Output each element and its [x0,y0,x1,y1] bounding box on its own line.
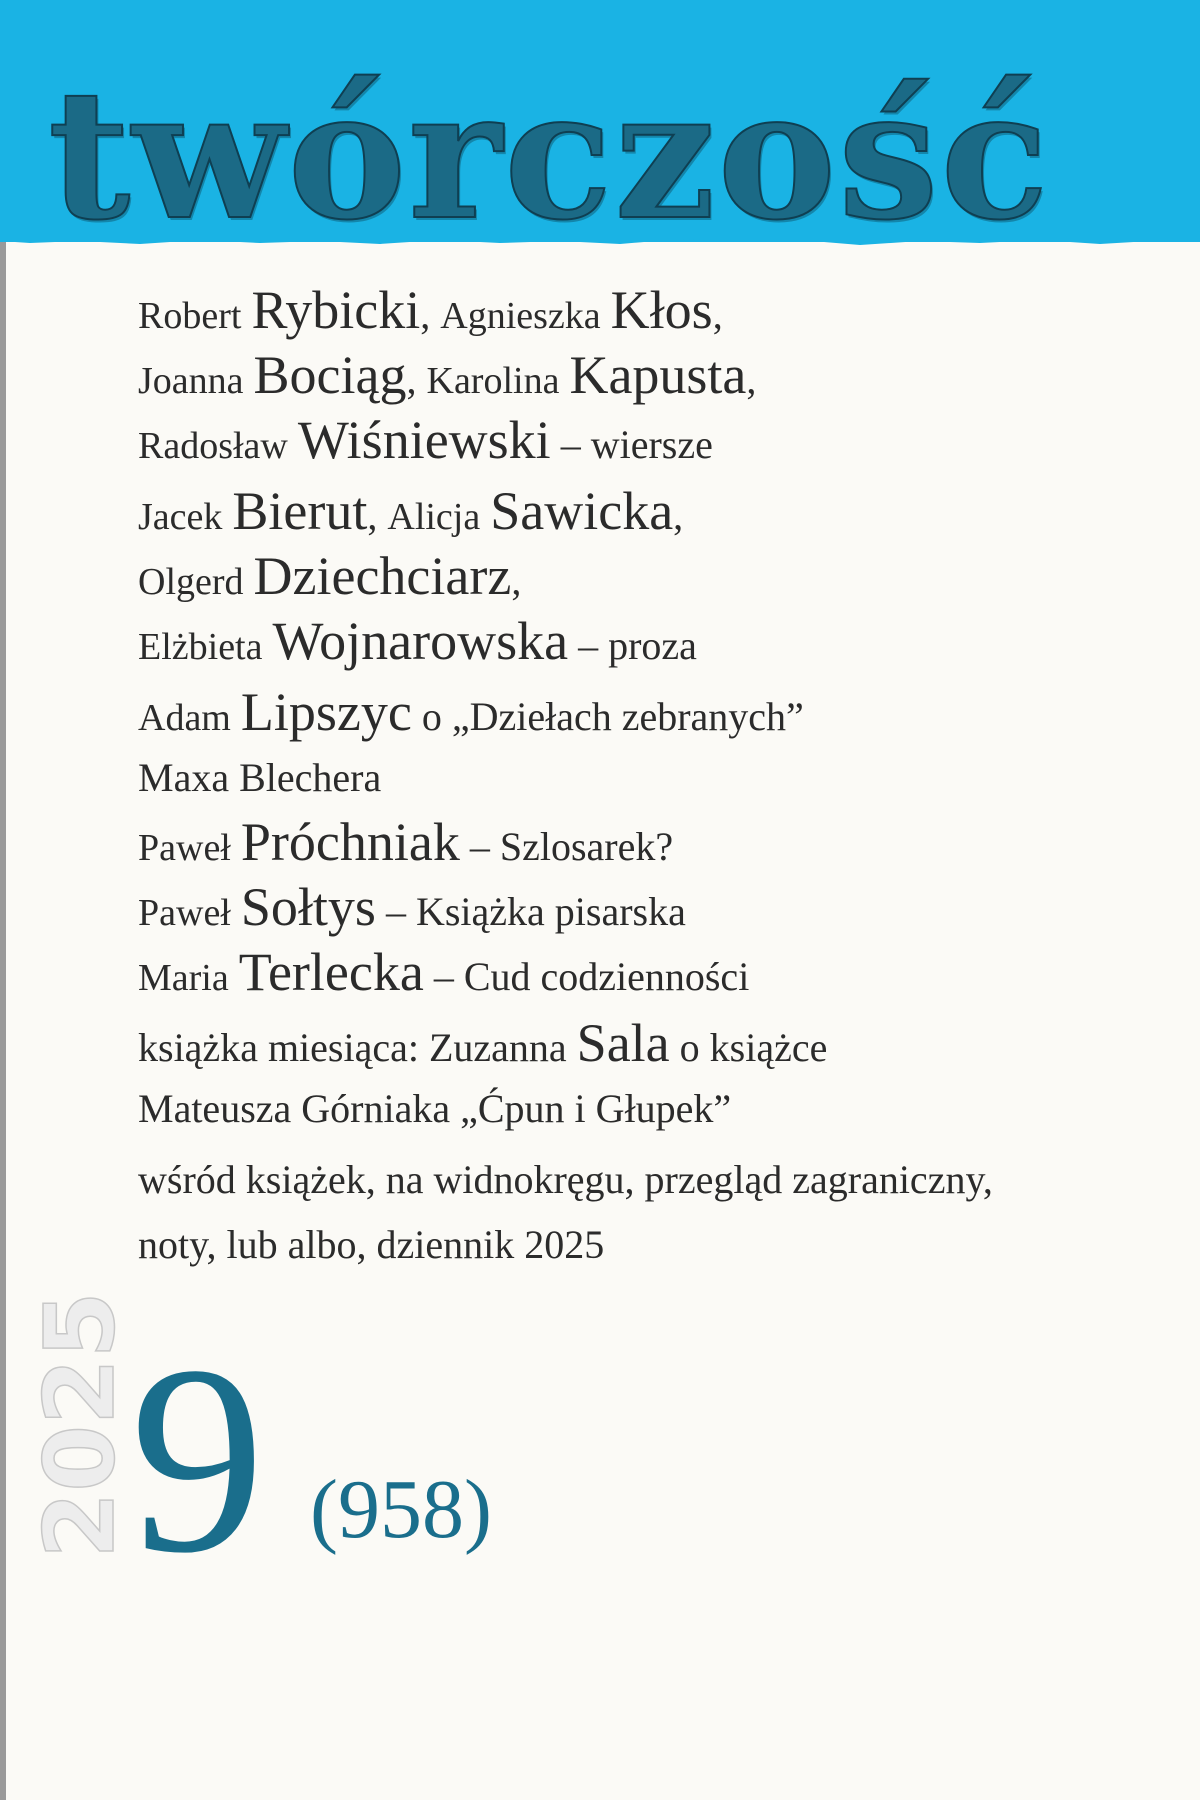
contents-line [138,680,1138,745]
sections-list: wśród książek, na widnokręgu, przegląd zagraniczny, [138,1157,993,1202]
article-title: – Książka pisarska [375,889,686,934]
contents-line [138,479,1138,544]
contents-line [138,745,1138,810]
author-last-name: Bierut [232,481,368,541]
author-first-name: Paweł [138,827,231,869]
author-last-name: Wiśniewski [297,410,551,470]
table-of-contents [138,278,1138,1283]
author-first-name: Maria [138,957,229,999]
issue-year: 2025 [24,1291,136,1559]
author-first-name: Radosław [138,425,288,467]
author-first-name: Joanna [138,360,244,402]
author-first-name: Elżbieta [138,626,263,668]
author-last-name: Sawicka [490,481,674,541]
sections-group [138,1147,1138,1277]
article-title: – Cud codzienności [423,954,750,999]
author-last-name: Wojnarowska [272,611,569,671]
separator: , [673,493,684,538]
author-first-name: Olgerd [138,561,244,603]
author-last-name: Terlecka [238,942,424,1002]
author-last-name: Bociąg [253,345,407,405]
author-first-name: Karolina [426,360,560,402]
issue-number: 9 [130,1310,265,1609]
contents-line [138,278,1138,343]
issue-total-number: (958) [310,1463,492,1556]
author-last-name: Kłos [610,280,713,340]
prose-group [138,479,1138,674]
contents-line [138,1147,1138,1212]
article-title: – Szlosarek? [459,824,674,869]
contents-line [138,1011,1138,1076]
separator: , [511,558,522,603]
author-first-name: Paweł [138,892,231,934]
book-of-month-title: Mateusza Górniaka „Ćpun i Głupek” [138,1086,732,1131]
genre-label: – wiersze [550,422,713,467]
author-last-name: Sołtys [240,877,376,937]
author-first-name: Alicja [387,496,481,538]
contents-line [138,544,1138,609]
contents-line [138,609,1138,674]
poetry-group [138,278,1138,473]
author-last-name: Lipszyc [240,682,412,742]
contents-line [138,408,1138,473]
contents-line [138,1076,1138,1141]
essay-title-continued: Maxa Blechera [138,755,382,800]
author-first-name: Adam [138,697,231,739]
author-first-name: Jacek [138,496,223,538]
book-of-month-group [138,1011,1138,1141]
genre-label: – proza [568,623,697,668]
author-last-name: Próchniak [240,812,460,872]
author-last-name: Kapusta [569,345,747,405]
magazine-title: twórczość [48,50,1051,259]
author-first-name: Robert [138,295,242,337]
contents-line [138,810,1138,875]
contents-line [138,875,1138,940]
separator: , [406,357,417,402]
separator: , [367,493,378,538]
essay-title: o „Dziełach zebranych” [411,694,804,739]
author-last-name: Sala [576,1013,670,1073]
book-of-month-tail: o książce [669,1025,828,1070]
contents-line [138,1212,1138,1277]
separator: , [420,292,431,337]
author-last-name: Dziechciarz [253,546,512,606]
contents-line [138,940,1138,1005]
separator: , [712,292,723,337]
sections-list: noty, lub albo, dziennik 2025 [138,1222,605,1267]
author-first-name: Agnieszka [440,295,601,337]
spine-edge [0,0,6,1800]
book-of-month-lead: książka miesiąca: Zuzanna [138,1025,567,1070]
separator: , [746,357,757,402]
essay-group [138,680,1138,1005]
author-last-name: Rybicki [251,280,421,340]
contents-line [138,343,1138,408]
